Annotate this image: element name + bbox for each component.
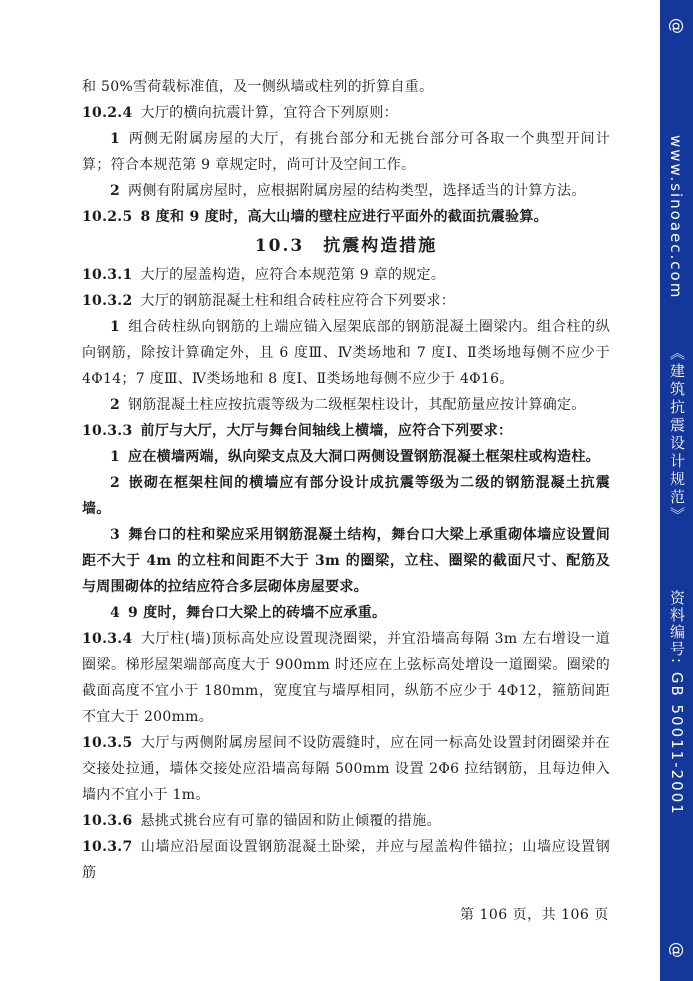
clause-paragraph bbox=[82, 834, 610, 886]
list-item-paragraph bbox=[82, 126, 610, 178]
sidebar-url: www.sinoaec.com bbox=[667, 135, 685, 300]
clause-number: 10.3.7 bbox=[82, 839, 133, 855]
clause-text: 和 50%雪荷载标准值，及一侧纵墙或柱列的折算自重。 bbox=[82, 79, 434, 95]
sidebar-book-title: 《建筑抗震设计规范》 bbox=[668, 345, 686, 525]
clause-paragraph bbox=[82, 418, 610, 444]
clause-number: 2 bbox=[110, 183, 121, 199]
clause-number: 10.3.2 bbox=[82, 293, 133, 309]
clause-paragraph bbox=[82, 730, 610, 808]
clause-number: 10.2.4 bbox=[82, 105, 133, 121]
page-content bbox=[82, 74, 610, 886]
clause-text: 大厅与两侧附属房屋间不设防震缝时，应在同一标高处设置封闭圈梁并在交接处拉通，墙体交接处应沿墙高每隔 500mm 设置 2Φ6 拉结钢筋，且每边伸入墙内不宜小于 1m。 bbox=[82, 735, 610, 803]
list-item-paragraph bbox=[82, 314, 610, 392]
at-symbol-bottom: @ bbox=[668, 942, 687, 958]
list-item-paragraph bbox=[82, 392, 610, 418]
list-item-paragraph bbox=[82, 600, 610, 626]
continuation-paragraph bbox=[82, 74, 610, 100]
clause-number: 4 bbox=[110, 605, 121, 621]
clause-number: 10.2.5 bbox=[82, 209, 133, 225]
clause-number: 2 bbox=[110, 475, 121, 491]
clause-text: 大厅的横向抗震计算，宜符合下列原则： bbox=[140, 105, 398, 121]
clause-paragraph bbox=[82, 808, 610, 834]
clause-number: 10.3.3 bbox=[82, 423, 133, 439]
clause-text: 8 度和 9 度时，高大山墙的壁柱应进行平面外的截面抗震验算。 bbox=[140, 209, 548, 225]
paragraph-group-2 bbox=[82, 262, 610, 886]
clause-number: 10.3.5 bbox=[82, 735, 133, 751]
clause-paragraph bbox=[82, 288, 610, 314]
section-title: 10.3 抗震构造措施 bbox=[254, 236, 438, 256]
clause-text: 组合砖柱纵向钢筋的上端应锚入屋架底部的钢筋混凝土圈梁内。组合柱的纵向钢筋，除按计算确定外，且 6 度Ⅲ、Ⅳ类场地和 7 度Ⅰ、Ⅱ类场地每侧不应少于 4Φ14；7 度Ⅲ、Ⅳ类场地和 8 度Ⅰ、Ⅱ类场地每侧不应少于 4Φ16。 bbox=[82, 319, 610, 387]
list-item-paragraph bbox=[82, 178, 610, 204]
clause-text: 应在横墙两端，纵向梁支点及大洞口两侧设置钢筋混凝土框架柱或构造柱。 bbox=[128, 449, 600, 465]
at-symbol-top: @ bbox=[668, 18, 687, 34]
clause-number: 10.3.1 bbox=[82, 267, 133, 283]
list-item-paragraph bbox=[82, 522, 610, 600]
clause-text: 悬挑式挑台应有可靠的锚固和防止倾覆的措施。 bbox=[140, 813, 441, 829]
publisher-sidebar bbox=[660, 0, 693, 981]
clause-text: 钢筋混凝土柱应按抗震等级为二级框架柱设计，其配筋量应按计算确定。 bbox=[128, 397, 586, 413]
clause-text: 嵌砌在框架柱间的横墙应有部分设计成抗震等级为二级的钢筋混凝土抗震墙。 bbox=[82, 475, 610, 517]
clause-paragraph bbox=[82, 100, 610, 126]
clause-text: 两侧无附属房屋的大厅，有挑台部分和无挑台部分可各取一个典型开间计算；符合本规范第 9 章规定时，尚可计及空间工作。 bbox=[82, 131, 610, 173]
list-item-paragraph bbox=[82, 444, 610, 470]
clause-text: 大厅的钢筋混凝土柱和组合砖柱应符合下列要求： bbox=[140, 293, 456, 309]
list-item-paragraph bbox=[82, 470, 610, 522]
clause-text: 9 度时，舞台口大梁上的砖墙不应承重。 bbox=[128, 605, 387, 621]
clause-number: 3 bbox=[110, 527, 121, 543]
clause-number: 10.3.4 bbox=[82, 631, 133, 647]
page-footer: 第 106 页，共 106 页 bbox=[460, 907, 609, 923]
clause-text: 山墙应沿屋面设置钢筋混凝土卧梁，并应与屋盖构件锚拉；山墙应设置钢筋 bbox=[82, 839, 610, 881]
clause-number: 1 bbox=[110, 131, 121, 147]
sidebar-document-code: 资料编号: GB 50011-2001 bbox=[668, 590, 686, 816]
clause-paragraph bbox=[82, 262, 610, 288]
clause-text: 舞台口的柱和梁应采用钢筋混凝土结构，舞台口大梁上承重砌体墙应设置间距不大于 4m 的立柱和间距不大于 3m 的圈梁，立柱、圈梁的截面尺寸、配筋及与周围砌体的拉结应符合多层砌体房屋要求。 bbox=[82, 527, 610, 595]
clause-number: 1 bbox=[110, 319, 121, 335]
clause-paragraph bbox=[82, 626, 610, 730]
clause-number: 1 bbox=[110, 449, 121, 465]
clause-number: 2 bbox=[110, 397, 121, 413]
clause-paragraph bbox=[82, 204, 610, 230]
clause-text: 前厅与大厅，大厅与舞台间轴线上横墙，应符合下列要求： bbox=[140, 423, 513, 439]
clause-text: 大厅柱(墙)顶标高处应设置现浇圈梁，并宜沿墙高每隔 3m 左右增设一道圈梁。梯形屋架端部高度大于 900mm 时还应在上弦标高处增设一道圈梁。圈梁的截面高度不宜小于 180mm，宽度宜与墙厚相同，纵筋不应少于 4Φ12，箍筋间距不宜大于 200mm。 bbox=[82, 631, 610, 725]
clause-number: 10.3.6 bbox=[82, 813, 133, 829]
clause-text: 大厅的屋盖构造，应符合本规范第 9 章的规定。 bbox=[140, 267, 446, 283]
clause-text: 两侧有附属房屋时，应根据附属房屋的结构类型，选择适当的计算方法。 bbox=[128, 183, 586, 199]
paragraph-group-1 bbox=[82, 74, 610, 230]
